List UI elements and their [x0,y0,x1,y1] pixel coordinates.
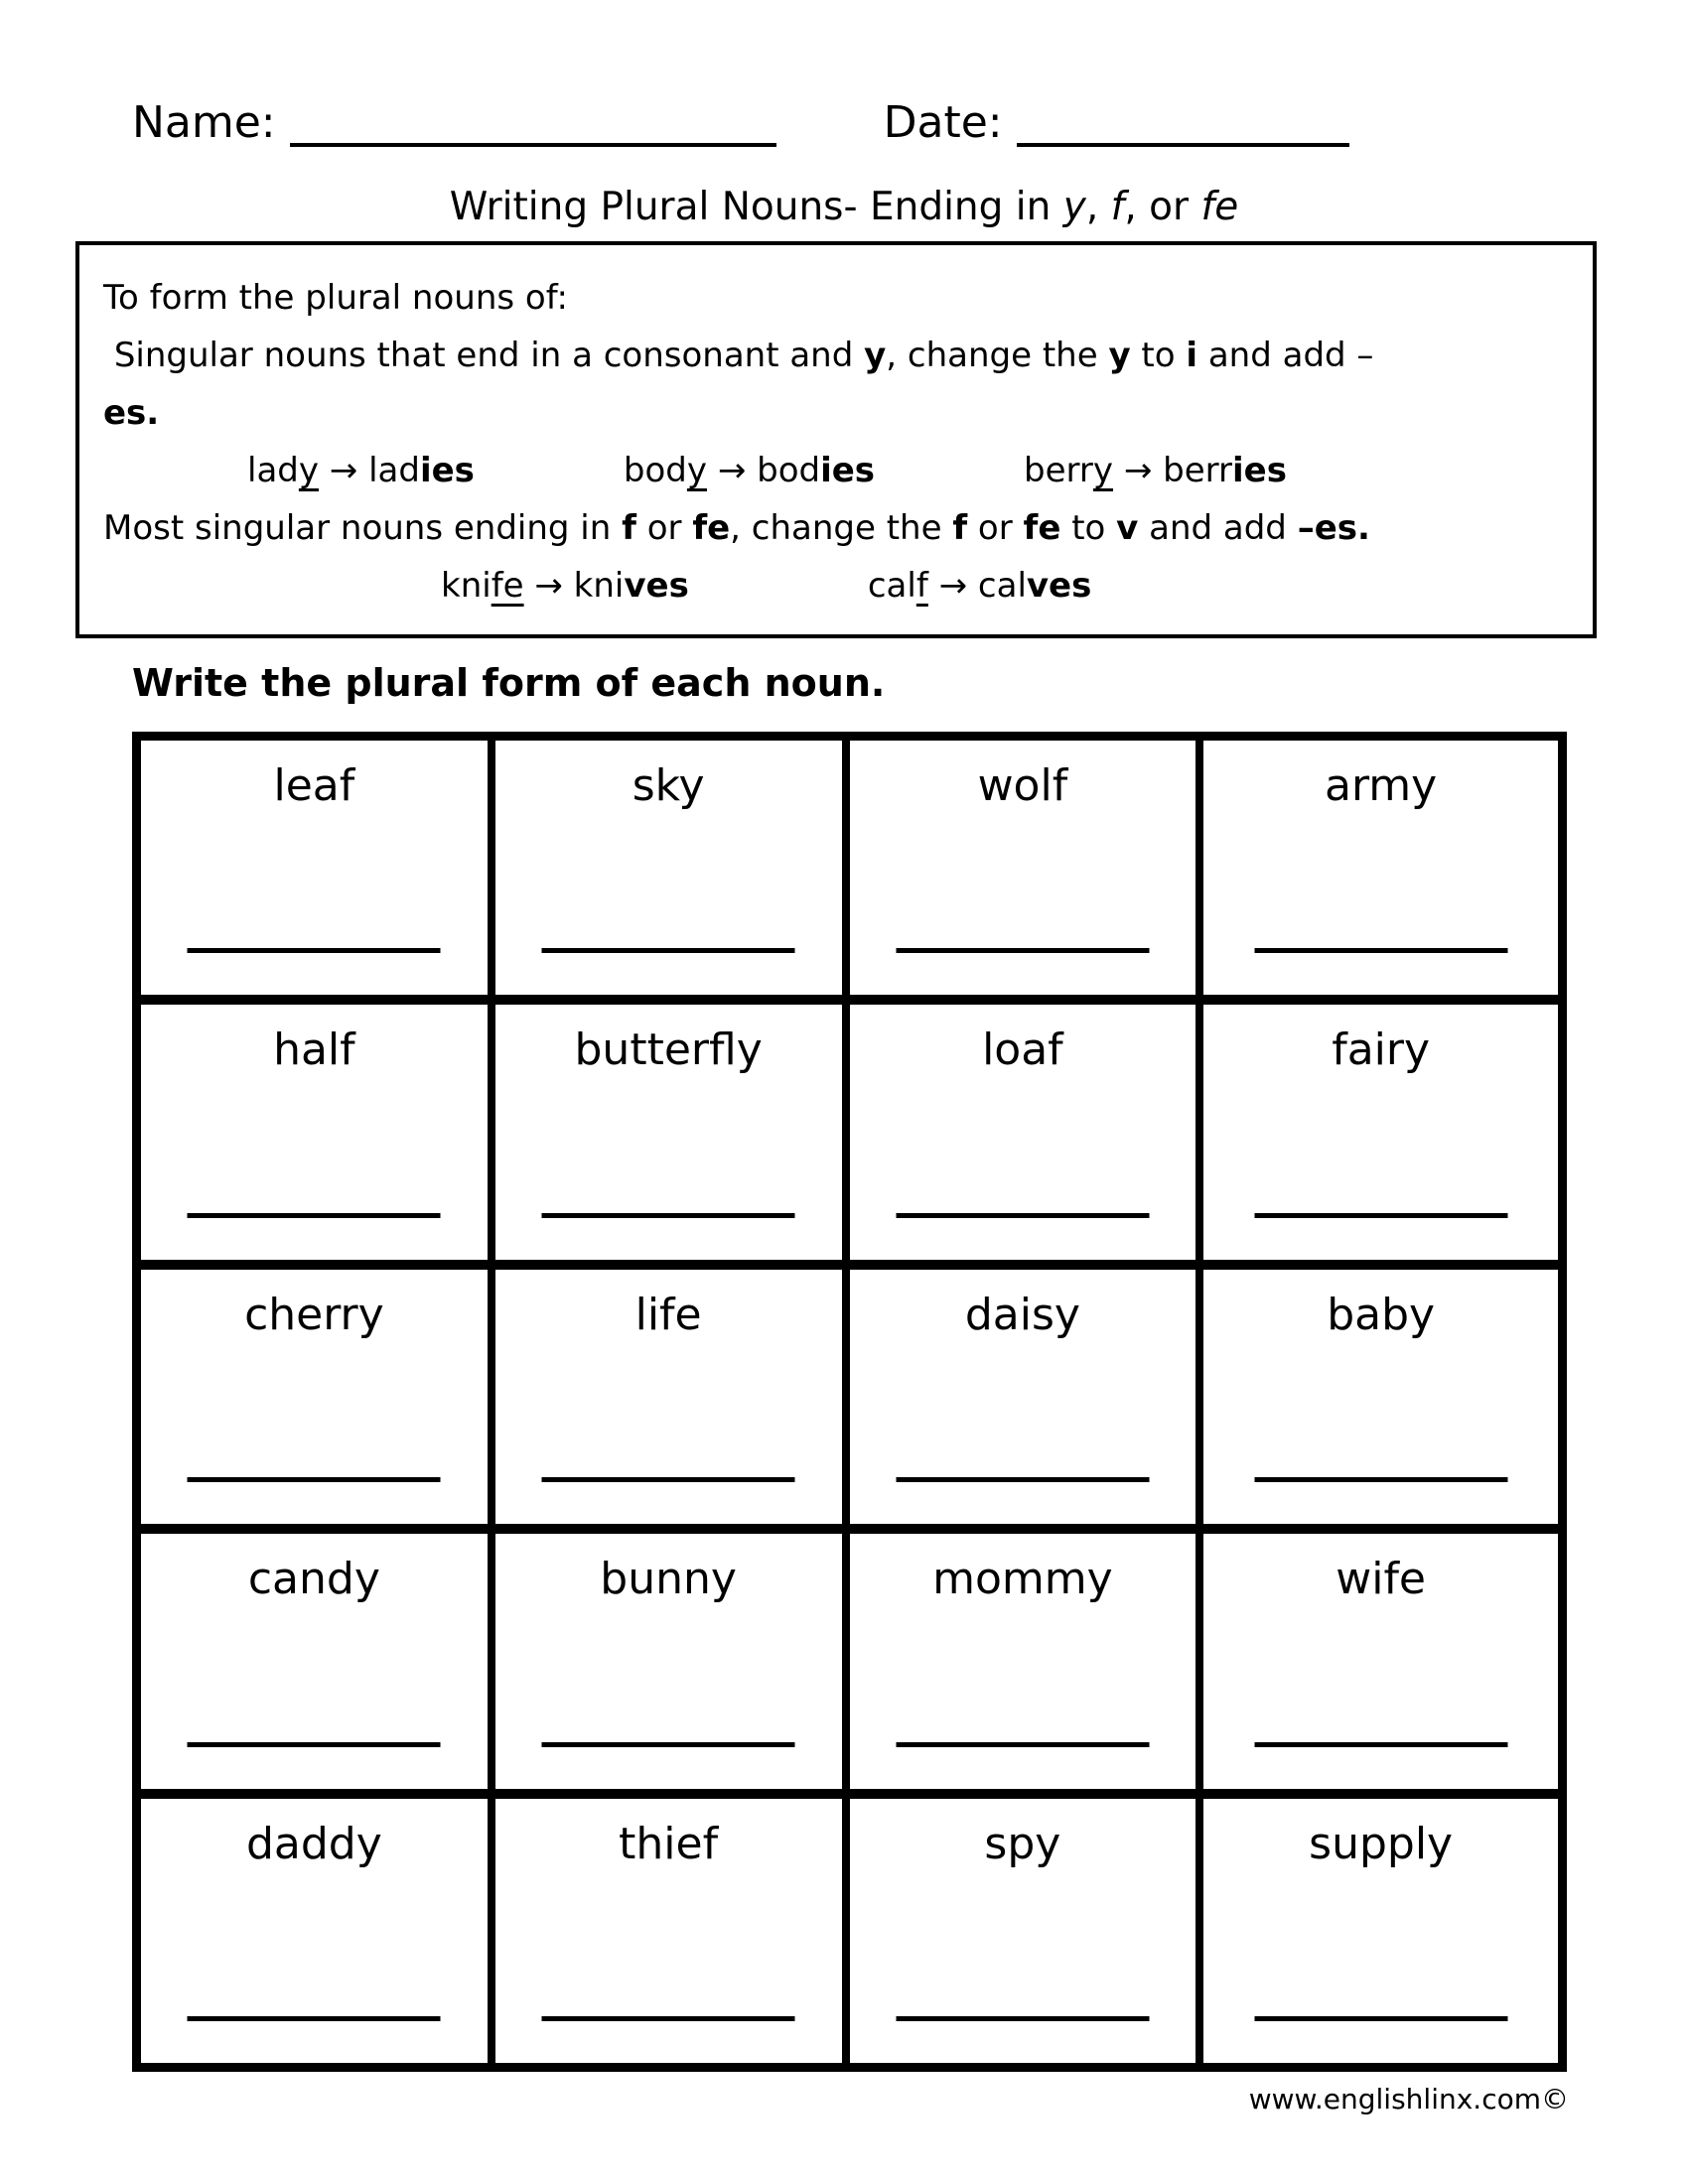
answer-blank-line [1254,1477,1507,1482]
text-segment: → bod [707,451,821,490]
noun-word: wolf [977,760,1068,811]
footer-credit: www.englishlinx.com© [1248,2083,1569,2116]
text-segment: ies [419,451,475,490]
noun-word: life [634,1289,702,1340]
rule-consonant-y [103,327,1575,384]
answer-blank-line [188,1477,441,1482]
answer-blank-line [542,2016,795,2021]
example-lady [247,442,475,499]
text-segment: kni [441,566,492,606]
text-segment: To form the plural nouns of: [103,278,568,318]
text-segment: f [622,508,636,548]
answer-blank-line [188,1213,441,1218]
text-segment: Writing Plural Nouns- Ending in [449,185,1063,229]
text-segment: fe [1023,508,1061,548]
answer-blank-line [896,1213,1149,1218]
answer-blank-line [542,1742,795,1747]
text-segment: ves [1026,566,1092,606]
text-segment: , or [1124,185,1201,229]
text-segment: to [1130,336,1187,375]
grid-cell [850,741,1204,1005]
grid-cell [1203,1799,1558,2063]
rule-intro [103,269,1575,327]
grid-cell [850,1799,1204,2063]
answer-blank-line [188,1742,441,1747]
text-segment: y [298,451,319,490]
text-segment: → cal [927,566,1027,606]
text-segment: i [1186,336,1198,375]
text-segment: fe [692,508,731,548]
text-segment: , change the [730,508,953,548]
grid-cell [141,741,495,1005]
name-blank-line [290,97,776,147]
noun-word: leaf [273,760,355,811]
name-label: Name: [132,96,276,148]
text-segment: , [1085,185,1111,229]
noun-word: thief [619,1818,719,1869]
answer-blank-line [896,1742,1149,1747]
text-segment: to [1060,508,1117,548]
grid-cell [1203,1534,1558,1798]
text-segment: and add [1138,508,1298,548]
grid-cell [141,1270,495,1534]
instructions-box [75,241,1597,638]
grid-cell [495,1534,850,1798]
noun-word: bunny [600,1554,737,1605]
text-segment: or [967,508,1024,548]
noun-word: loaf [982,1024,1063,1076]
answer-blank-line [1254,2016,1507,2021]
answer-blank-line [896,1477,1149,1482]
examples-f-row [103,557,1575,614]
grid-cell [495,1270,850,1534]
text-segment: → kni [523,566,625,606]
examples-y-row [103,442,1575,499]
grid-cell [850,1270,1204,1534]
noun-word: mommy [932,1554,1113,1605]
grid-cell [141,1534,495,1798]
text-segment: bod [623,451,687,490]
worksheet-title [0,185,1688,229]
answer-blank-line [542,1213,795,1218]
text-segment: Singular nouns that end in a consonant and [103,336,865,375]
answer-blank-line [542,948,795,953]
text-segment: fe [1200,185,1239,229]
text-segment: y [864,336,887,375]
directions-text: Write the plural form of each noun. [132,661,886,705]
rule-consonant-y-continued [103,384,1575,442]
text-segment: ies [1232,451,1287,490]
text-segment: , change the [886,336,1109,375]
text-segment: ves [624,566,689,606]
answer-blank-line [896,948,1149,953]
example-knife [441,557,689,614]
text-segment: y [686,451,708,490]
noun-word: supply [1309,1818,1454,1869]
noun-word: cherry [244,1289,384,1340]
noun-word: baby [1327,1289,1436,1340]
grid-cell [495,1799,850,2063]
text-segment: es. [103,393,160,433]
text-segment: and add – [1197,336,1374,375]
header [132,97,1572,147]
noun-word: candy [247,1554,380,1605]
grid-cell [1203,1005,1558,1269]
date-blank-line [1017,97,1349,147]
text-segment: or [635,508,693,548]
answer-blank-line [1254,1213,1507,1218]
text-segment: ies [820,451,876,490]
noun-word: daisy [964,1289,1080,1340]
text-segment: –es. [1297,508,1370,548]
noun-word: army [1325,760,1438,811]
grid-cell [495,741,850,1005]
noun-grid [132,732,1567,2072]
noun-word: fairy [1332,1024,1431,1076]
date-label: Date: [883,96,1003,148]
answer-blank-line [1254,948,1507,953]
answer-blank-line [542,1477,795,1482]
grid-cell [850,1534,1204,1798]
text-segment: v [1116,508,1139,548]
answer-blank-line [188,948,441,953]
text-segment: lad [247,451,299,490]
noun-word: daddy [245,1818,382,1869]
example-berry [1024,442,1287,499]
text-segment: → berr [1113,451,1232,490]
text-segment: y [1092,451,1114,490]
text-segment: cal [867,566,916,606]
grid-cell [141,1799,495,2063]
answer-blank-line [896,2016,1149,2021]
text-segment: f [915,566,928,606]
text-segment: berr [1024,451,1093,490]
rule-f-fe [103,499,1575,557]
example-body [624,442,875,499]
answer-blank-line [188,2016,441,2021]
noun-word: half [273,1024,355,1076]
text-segment: f [1110,185,1125,229]
grid-cell [850,1005,1204,1269]
noun-word: butterfly [574,1024,763,1076]
text-segment: y [1062,185,1086,229]
noun-word: spy [984,1818,1061,1869]
text-segment: fe [491,566,524,606]
text-segment: → lad [319,451,420,490]
grid-cell [1203,741,1558,1005]
noun-word: wife [1336,1554,1427,1605]
answer-blank-line [1254,1742,1507,1747]
example-calf [868,557,1092,614]
text-segment: Most singular nouns ending in [103,508,623,548]
text-segment: y [1108,336,1131,375]
grid-cell [1203,1270,1558,1534]
grid-cell [495,1005,850,1269]
noun-word: sky [632,760,705,811]
text-segment: f [952,508,968,548]
grid-cell [141,1005,495,1269]
